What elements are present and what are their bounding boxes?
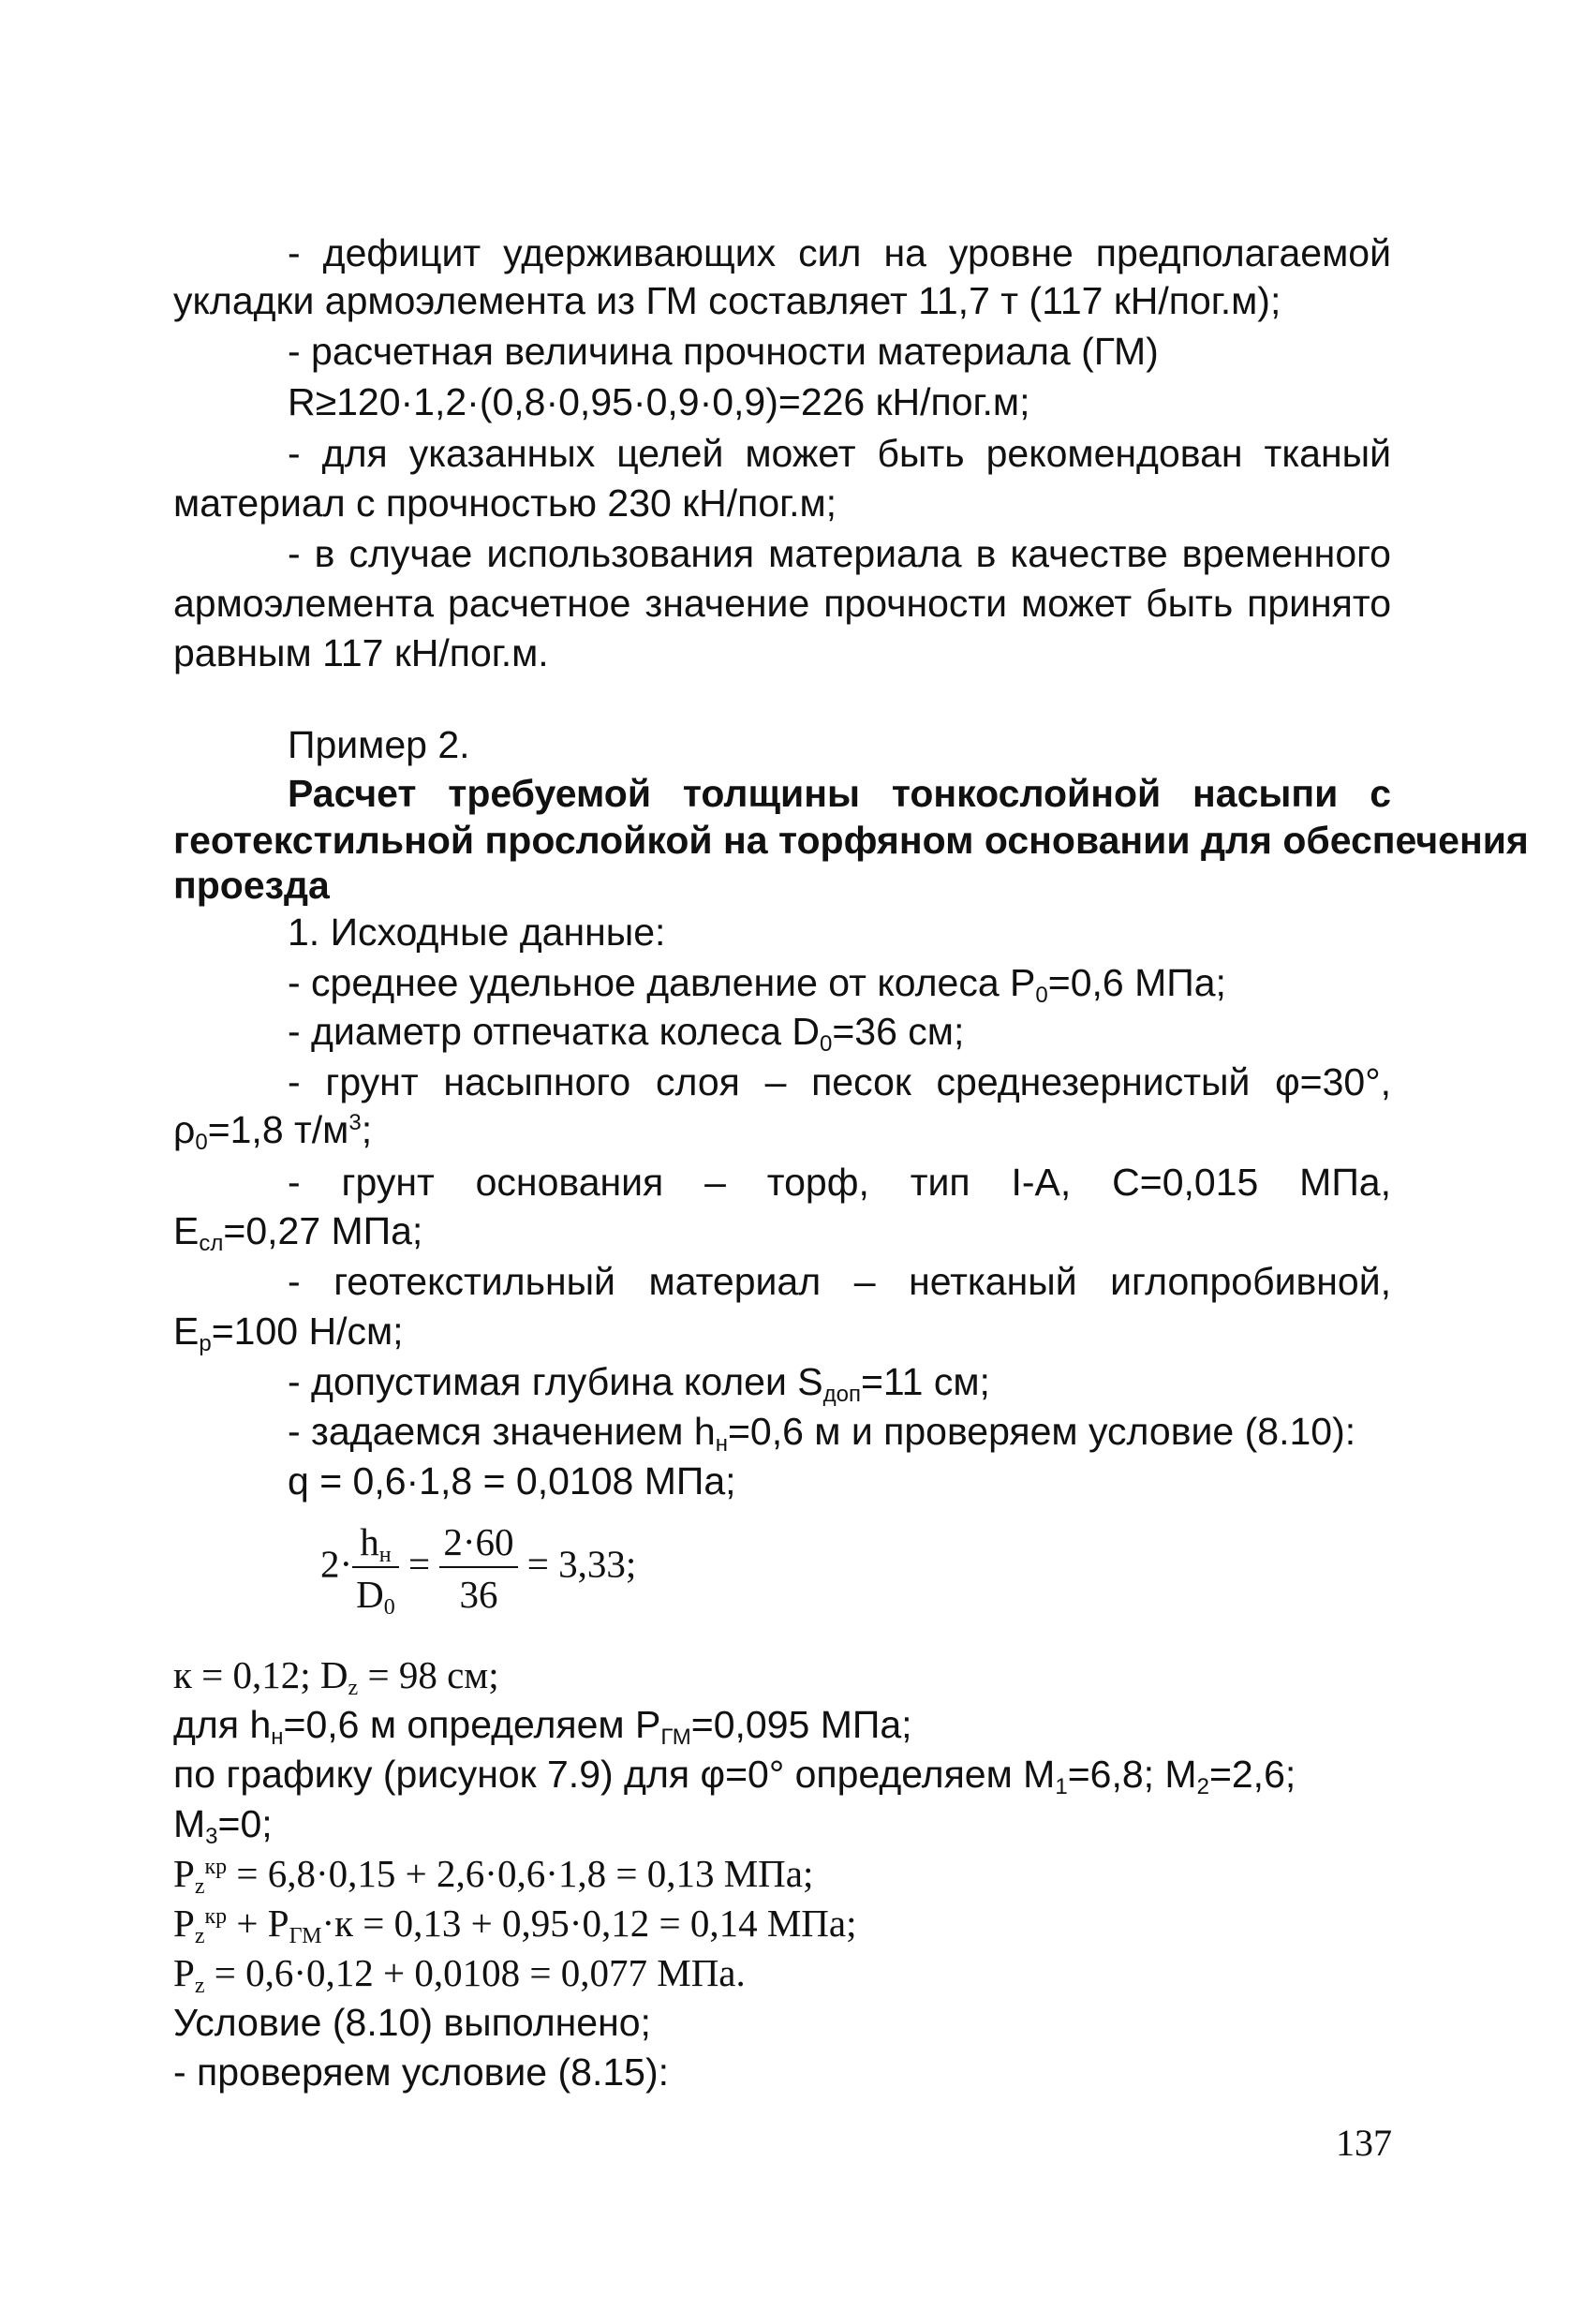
result-line: к = 0,12; $D_z = 98$ см; [173, 1653, 499, 1700]
text-line: равным 117 кН/пог.м. [173, 631, 549, 674]
text-line: - в случае использования материала в качестве временного [288, 532, 1391, 575]
example-label: Пример 2. [288, 723, 470, 766]
formula-line: q = 0,6·1,8 = 0,0108 МПа; [288, 1459, 736, 1502]
text-line: - дефицит удерживающих сил на уровне предполагаемой [288, 231, 1391, 274]
section-title: Расчет требуемой толщины тонкослойной насыпи с [288, 772, 1391, 815]
result-line: $P_z^{кр} = 6,8\cdot 0,15 + 2,6\cdot 0,6\cdot 1,8 = 0,13$ МПа; [173, 1852, 814, 1899]
data-line: $E_{сл}=0,27$ МПа; [173, 1209, 423, 1256]
fraction: $\frac{2\cdot 60}{36}$ [439, 1519, 517, 1617]
data-line: - грунт насыпного слоя – песок среднезернистый φ=30°, [288, 1060, 1391, 1103]
result-line: Условие (8.10) выполнено; [173, 2001, 651, 2044]
result-line: $P_z^{кр} + P_{ГМ}\cdot к = 0,13 + 0,95\cdot 0,12 = 0,14$ МПа; [173, 1902, 857, 1948]
data-line: - допустимая глубина колеи $S_{доп}=11$ см; [288, 1360, 990, 1407]
result-line: $P_z = 0,6\cdot 0,12 + 0,0108 = 0,077$ МПа. [173, 1951, 746, 1998]
section-title: геотекстильной прослойкой на торфяном основании для обеспечения [173, 819, 1529, 862]
text-line: укладки армоэлемента из ГМ составляет 11,7 т (117 кН/пог.м); [173, 279, 1281, 322]
text-line: материал с прочностью 230 кН/пог.м; [173, 481, 837, 525]
subheading: 1. Исходные данные: [288, 910, 666, 954]
data-line: $E_р=100$ Н/см; [173, 1310, 404, 1356]
data-line: $\rho_0=1,8$ $т/м^3$; [173, 1108, 373, 1155]
data-line: - задаемся значением $h_н=0,6$ м и проверяем условие (8.10): [288, 1410, 1356, 1457]
text-line: - для указанных целей может быть рекомендован тканый [288, 432, 1391, 475]
fraction: $\frac{h_н}{D_0}$ [352, 1519, 399, 1617]
section-title: проезда [173, 864, 330, 907]
page-number: 137 [1336, 2122, 1392, 2164]
data-line: - среднее удельное давление от колеса $P_0=0,6$ МПа; [288, 961, 1226, 1008]
data-line: - диаметр отпечатка колеса $D_0=36$ см; [288, 1010, 965, 1057]
result-line: - проверяем условие (8.15): [173, 2050, 669, 2094]
fraction-formula: 2· $\frac{h_н}{D_0}$ = $\frac{2\cdot 60}{36}$ = 3,33; [320, 1520, 637, 1620]
text-line: армоэлемента расчетное значение прочности может быть принято [173, 582, 1391, 625]
result-line: для $h_н=0,6$ м определяем $P_{ГМ}=0,095$ МПа; [173, 1703, 912, 1750]
text-line: - расчетная величина прочности материала (ГМ) [288, 330, 1159, 373]
formula-line: R≥120·1,2·(0,8·0,95·0,9·0,9)=226 кН/пог.м; [288, 380, 1030, 423]
data-line: - грунт основания – торф, тип I-А, С=0,015 МПа, [288, 1161, 1391, 1204]
result-line: $M_3=0$; [173, 1802, 273, 1849]
result-line: по графику (рисунок 7.9) для φ=0° определяем $M_1=6,8$; $M_2=2,6$; [173, 1753, 1296, 1799]
data-line: - геотекстильный материал – нетканый иглопробивной, [288, 1260, 1391, 1303]
